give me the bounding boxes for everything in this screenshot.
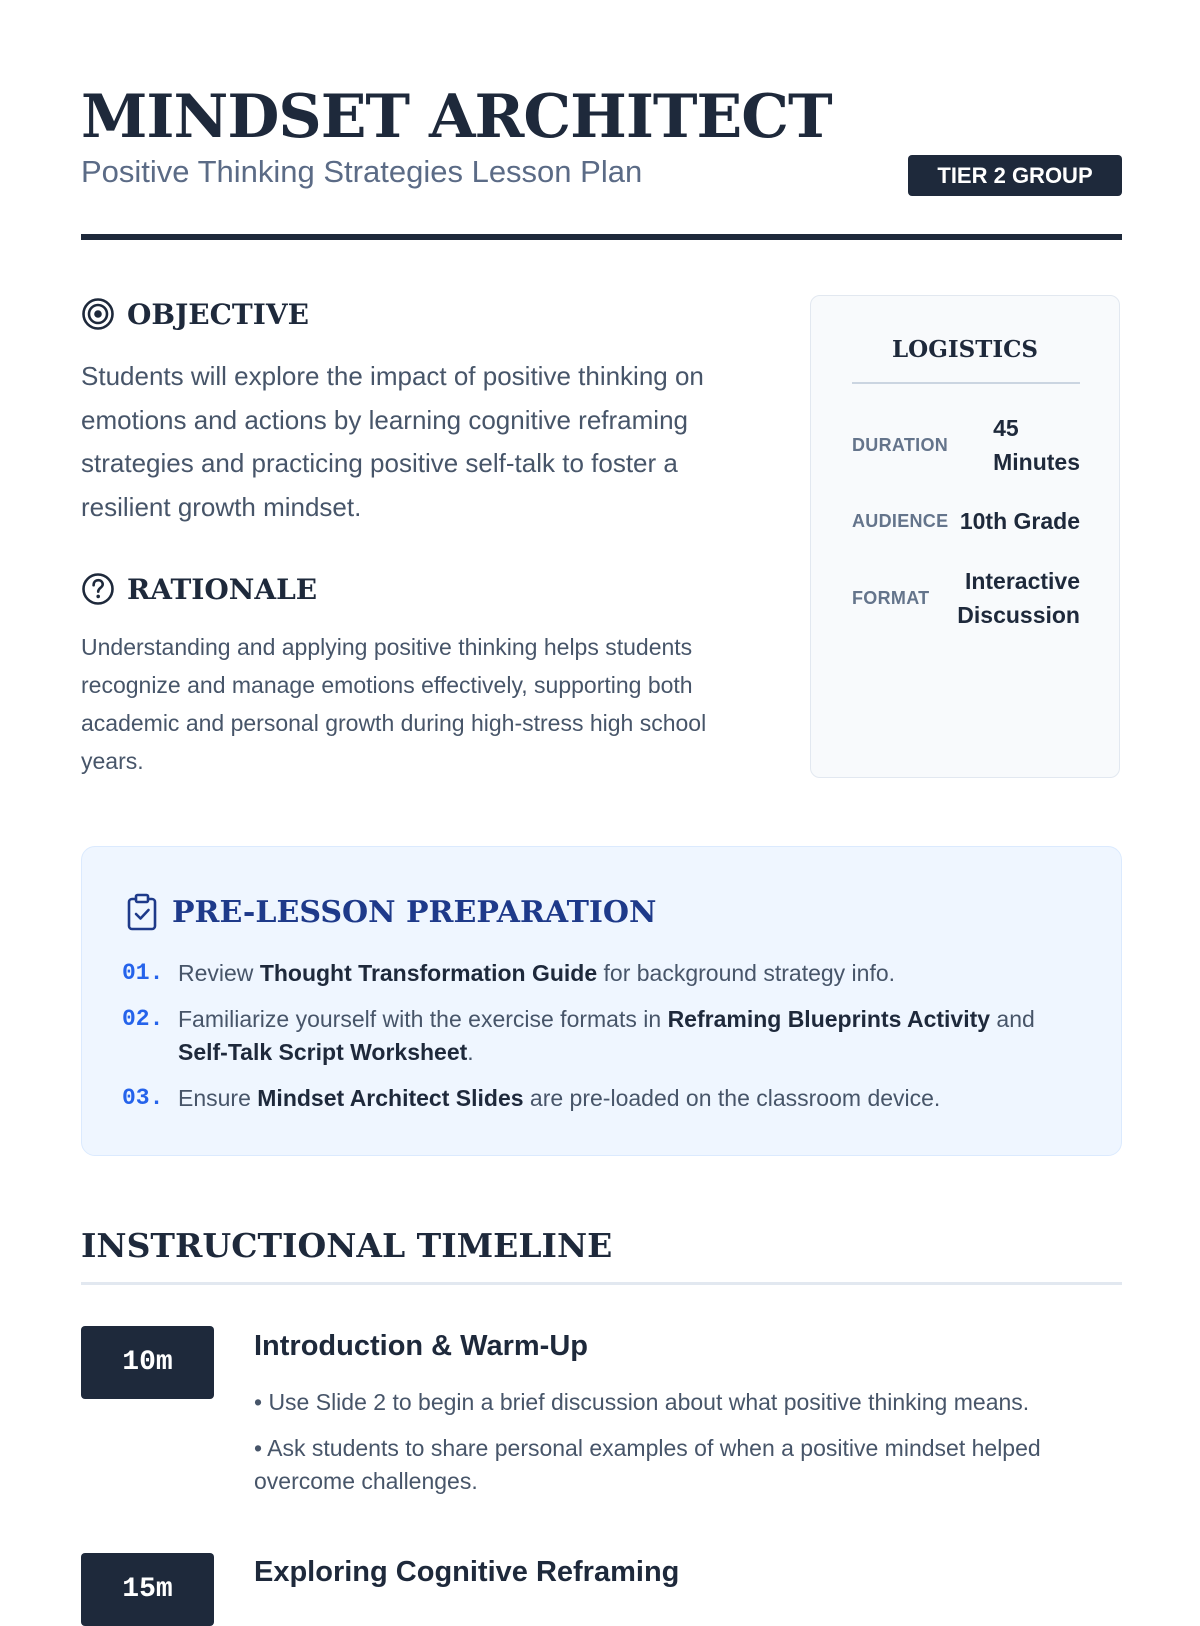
list-item bbox=[122, 1082, 1082, 1115]
logistics-label: FORMAT bbox=[852, 587, 930, 608]
list-item-text: . bbox=[467, 1039, 474, 1065]
preparation-box bbox=[81, 846, 1122, 1156]
tier-badge: TIER 2 GROUP bbox=[908, 155, 1122, 196]
preparation-list bbox=[122, 957, 1082, 1128]
duration-badge: 10m bbox=[81, 1326, 214, 1399]
logistics-row-duration bbox=[852, 411, 1080, 479]
resource-name: Mindset Architect Slides bbox=[257, 1085, 524, 1111]
list-item-text: and bbox=[990, 1006, 1035, 1032]
logistics-value-line: Discussion bbox=[957, 602, 1080, 628]
logistics-value-line: 45 bbox=[993, 415, 1019, 441]
logistics-value bbox=[957, 564, 1080, 632]
question-circle-icon bbox=[81, 572, 115, 606]
timeline-step-title: Exploring Cognitive Reframing bbox=[254, 1556, 680, 1588]
list-item bbox=[122, 957, 1082, 990]
logistics-card bbox=[810, 295, 1120, 778]
logistics-value: 10th Grade bbox=[959, 508, 1080, 534]
timeline-step-title: Introduction & Warm-Up bbox=[254, 1330, 588, 1362]
page-title: MINDSET ARCHITECT bbox=[81, 82, 832, 152]
logistics-row-format bbox=[852, 564, 1080, 632]
rationale-heading bbox=[81, 572, 317, 606]
list-item: • Ask students to share personal examples of when a positive mindset helped overcome challenges. bbox=[254, 1435, 1041, 1494]
resource-name: Reframing Blueprints Activity bbox=[667, 1006, 991, 1032]
objective-heading-label: OBJECTIVE bbox=[127, 297, 309, 331]
page-subtitle: Positive Thinking Strategies Lesson Plan bbox=[81, 154, 643, 189]
objective-text: Students will explore the impact of positive thinking on emotions and actions by learning cognitive reframing strategies and practicing positive self-talk to foster a resilient growth mindset. bbox=[81, 361, 704, 522]
logistics-value-line: Minutes bbox=[993, 449, 1080, 475]
preparation-heading-label: PRE-LESSON PREPARATION bbox=[172, 894, 657, 930]
rationale-text: Understanding and applying positive thinking helps students recognize and manage emotions effectively, supporting both academic and personal growth during high-stress high school years. bbox=[81, 634, 707, 774]
list-item bbox=[122, 1003, 1082, 1069]
list-item-number: 01. bbox=[122, 960, 164, 986]
logistics-label: DURATION bbox=[852, 434, 949, 455]
resource-name: Self-Talk Script Worksheet bbox=[178, 1039, 468, 1065]
objective-heading bbox=[81, 297, 309, 331]
clipboard-check-icon bbox=[126, 893, 158, 931]
timeline-divider bbox=[81, 1282, 1122, 1285]
rationale-heading-label: RATIONALE bbox=[127, 572, 318, 606]
logistics-label: AUDIENCE bbox=[852, 510, 949, 531]
list-item-text: Ensure bbox=[178, 1085, 258, 1111]
timeline-heading: INSTRUCTIONAL TIMELINE bbox=[81, 1226, 613, 1265]
logistics-divider bbox=[852, 382, 1080, 384]
logistics-value-line: Interactive bbox=[964, 568, 1080, 594]
list-item-number: 02. bbox=[122, 1006, 164, 1032]
logistics-row-audience bbox=[852, 504, 1080, 538]
timeline-step-bullets bbox=[254, 1386, 1134, 1511]
preparation-heading bbox=[126, 893, 656, 931]
resource-name: Thought Transformation Guide bbox=[259, 960, 598, 986]
header-divider bbox=[81, 234, 1122, 240]
list-item-text: Familiarize yourself with the exercise formats in bbox=[178, 1006, 668, 1032]
list-item-number: 03. bbox=[122, 1085, 164, 1111]
target-icon bbox=[81, 297, 115, 331]
duration-badge: 15m bbox=[81, 1553, 214, 1626]
list-item-text: Review bbox=[178, 960, 260, 986]
list-item-text: are pre-loaded on the classroom device. bbox=[523, 1085, 941, 1111]
logistics-heading: LOGISTICS bbox=[891, 336, 1038, 363]
logistics-value bbox=[993, 411, 1080, 479]
list-item-text: for background strategy info. bbox=[597, 960, 896, 986]
list-item: • Use Slide 2 to begin a brief discussion about what positive thinking means. bbox=[254, 1389, 1030, 1415]
